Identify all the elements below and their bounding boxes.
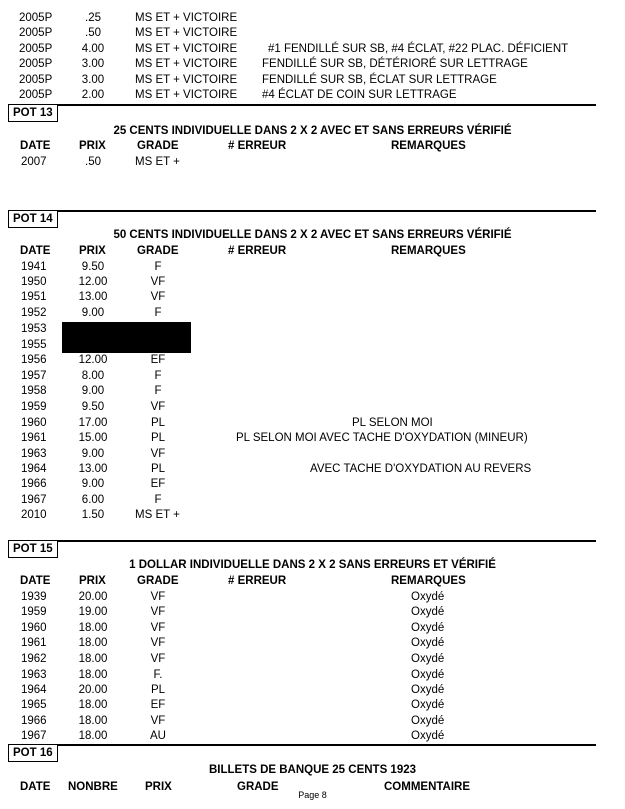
cell-date: 2005P <box>19 12 53 24</box>
header-date: DATE <box>20 781 51 793</box>
cell-date: 2010 <box>21 509 47 521</box>
cell-date: 1961 <box>21 637 47 649</box>
cell-grade: VF <box>150 622 166 634</box>
cell-prix: 4.00 <box>81 43 105 55</box>
cell-grade: VF <box>150 291 166 303</box>
header-grade: GRADE <box>137 140 179 152</box>
cell-date: 1953 <box>21 323 47 335</box>
cell-date: 1963 <box>21 669 47 681</box>
table-row <box>0 462 625 477</box>
cell-grade: F <box>154 494 162 506</box>
header-grade: GRADE <box>237 781 279 793</box>
table-row <box>0 447 625 462</box>
cell-remarque: Oxydé <box>411 606 445 618</box>
header-erreur: # ERREUR <box>228 245 287 257</box>
header-erreur: # ERREUR <box>228 575 287 587</box>
cell-remarque: Oxydé <box>411 684 445 696</box>
table-row <box>0 652 625 667</box>
table-row <box>0 683 625 698</box>
cell-prix: 18.00 <box>78 669 108 681</box>
table-row <box>0 369 625 384</box>
section-title: 25 CENTS INDIVIDUELLE DANS 2 X 2 AVEC ET SANS ERREURS VÉRIFIÉ <box>113 125 512 137</box>
section-divider <box>8 104 596 106</box>
cell-prix: 9.50 <box>81 401 105 413</box>
cell-prix: 18.00 <box>78 699 108 711</box>
pot-label: POT 14 <box>8 210 58 228</box>
header-remarques: REMARQUES <box>391 575 466 587</box>
table-row <box>0 57 625 72</box>
table-row <box>0 590 625 605</box>
cell-prix: .50 <box>85 27 101 39</box>
cell-remarque: Oxydé <box>411 730 445 742</box>
cell-prix: 3.00 <box>81 74 105 86</box>
header-commentaire: COMMENTAIRE <box>384 781 471 793</box>
cell-grade: EF <box>150 478 166 490</box>
cell-prix: 17.00 <box>78 417 108 429</box>
cell-grade: VF <box>150 715 166 727</box>
cell-prix: 15.00 <box>78 432 108 444</box>
cell-grade: MS ET + VICTOIRE <box>135 12 238 24</box>
pot-label: POT 16 <box>8 744 58 762</box>
cell-grade: VF <box>150 606 166 618</box>
cell-grade: MS ET + VICTOIRE <box>135 74 238 86</box>
cell-grade: F. <box>153 669 163 681</box>
cell-grade: PL <box>150 463 166 475</box>
cell-date: 2005P <box>19 74 53 86</box>
cell-grade: F <box>154 385 162 397</box>
table-row <box>0 493 625 508</box>
cell-date: 1964 <box>21 684 47 696</box>
cell-prix: 18.00 <box>78 715 108 727</box>
pot-label: POT 13 <box>8 104 58 122</box>
cell-prix: 9.00 <box>81 385 105 397</box>
section-divider <box>8 210 596 212</box>
cell-remarque: PL SELON MOI <box>352 417 433 429</box>
cell-remarque: Oxydé <box>411 715 445 727</box>
cell-prix: 9.00 <box>81 478 105 490</box>
cell-grade: EF <box>150 699 166 711</box>
cell-date: 1939 <box>21 591 47 603</box>
cell-date: 1951 <box>21 291 47 303</box>
header-prix: PRIX <box>145 781 172 793</box>
table-row <box>0 26 625 41</box>
cell-date: 1959 <box>21 606 47 618</box>
table-row <box>0 11 625 26</box>
cell-prix: 20.00 <box>78 591 108 603</box>
table-row <box>0 714 625 729</box>
cell-date: 1950 <box>21 276 47 288</box>
cell-prix: .25 <box>85 12 101 24</box>
cell-date: 2005P <box>19 27 53 39</box>
cell-date: 1952 <box>21 307 47 319</box>
table-row <box>0 306 625 321</box>
cell-grade: MS ET + VICTOIRE <box>135 58 238 70</box>
header-remarques: REMARQUES <box>391 140 466 152</box>
cell-grade: PL <box>150 432 166 444</box>
cell-date: 1967 <box>21 730 47 742</box>
table-row <box>0 260 625 275</box>
cell-remarque: FENDILLÉ SUR SB, ÉCLAT SUR LETTRAGE <box>262 74 497 86</box>
cell-grade: MS ET + VICTOIRE <box>135 27 238 39</box>
cell-prix: 12.00 <box>78 276 108 288</box>
cell-date: 2007 <box>21 156 47 168</box>
cell-remarque: #1 FENDILLÉ SUR SB, #4 ÉCLAT, #22 PLAC. DÉFICIENT <box>268 43 569 55</box>
cell-date: 1965 <box>21 699 47 711</box>
cell-prix: 13.00 <box>78 291 108 303</box>
page-number: Page 8 <box>298 790 327 800</box>
cell-prix: 1.50 <box>81 509 105 521</box>
cell-date: 1964 <box>21 463 47 475</box>
cell-prix: 20.00 <box>78 684 108 696</box>
cell-prix: 6.00 <box>81 494 105 506</box>
header-erreur: # ERREUR <box>228 140 287 152</box>
cell-grade: MS ET + <box>135 509 180 521</box>
cell-grade: EF <box>150 354 166 366</box>
table-row <box>0 636 625 651</box>
redacted-block <box>62 322 191 353</box>
cell-grade: PL <box>150 417 166 429</box>
cell-prix: 2.00 <box>81 89 105 101</box>
header-grade: GRADE <box>137 575 179 587</box>
cell-date: 1960 <box>21 417 47 429</box>
cell-grade: VF <box>150 591 166 603</box>
cell-remarque: Oxydé <box>411 699 445 711</box>
cell-remarque: PL SELON MOI AVEC TACHE D'OXYDATION (MINEUR) <box>236 432 528 444</box>
header-prix: PRIX <box>79 140 106 152</box>
cell-grade: MS ET + VICTOIRE <box>135 89 238 101</box>
cell-grade: VF <box>150 637 166 649</box>
cell-remarque: Oxydé <box>411 637 445 649</box>
cell-date: 2005P <box>19 58 53 70</box>
cell-grade: F <box>154 307 162 319</box>
cell-date: 1958 <box>21 385 47 397</box>
table-row <box>0 275 625 290</box>
cell-date: 1956 <box>21 354 47 366</box>
section-divider <box>8 744 596 746</box>
cell-prix: 13.00 <box>78 463 108 475</box>
cell-grade: PL <box>150 684 166 696</box>
section-title: BILLETS DE BANQUE 25 CENTS 1923 <box>208 764 417 776</box>
cell-remarque: AVEC TACHE D'OXYDATION AU REVERS <box>310 463 532 475</box>
cell-prix: 9.50 <box>81 261 105 273</box>
header-prix: PRIX <box>79 575 106 587</box>
table-row <box>0 88 625 103</box>
cell-grade: VF <box>150 448 166 460</box>
cell-date: 1961 <box>21 432 47 444</box>
table-row <box>0 73 625 88</box>
cell-grade: AU <box>150 730 166 742</box>
header-grade: GRADE <box>137 245 179 257</box>
header-remarques: REMARQUES <box>391 245 466 257</box>
cell-date: 1957 <box>21 370 47 382</box>
header-date: DATE <box>20 575 51 587</box>
table-row <box>0 668 625 683</box>
cell-date: 2005P <box>19 89 53 101</box>
table-row <box>0 477 625 492</box>
table-row <box>0 698 625 713</box>
cell-prix: 18.00 <box>78 637 108 649</box>
table-row <box>0 431 625 446</box>
cell-remarque: Oxydé <box>411 591 445 603</box>
cell-prix: 18.00 <box>78 622 108 634</box>
header-prix: PRIX <box>79 245 106 257</box>
cell-prix: .50 <box>85 156 101 168</box>
cell-remarque: Oxydé <box>411 669 445 681</box>
cell-date: 1959 <box>21 401 47 413</box>
cell-prix: 9.00 <box>81 448 105 460</box>
cell-prix: 9.00 <box>81 307 105 319</box>
cell-date: 1962 <box>21 653 47 665</box>
cell-prix: 19.00 <box>78 606 108 618</box>
cell-date: 1963 <box>21 448 47 460</box>
table-row <box>0 416 625 431</box>
section-title: 1 DOLLAR INDIVIDUELLE DANS 2 X 2 SANS ERREURS ET VÉRIFIÉ <box>129 559 496 571</box>
cell-date: 1955 <box>21 339 47 351</box>
header-nombre: NONBRE <box>68 781 118 793</box>
header-date: DATE <box>20 245 51 257</box>
table-row <box>0 42 625 57</box>
cell-date: 1941 <box>21 261 47 273</box>
table-row <box>0 353 625 368</box>
cell-grade: MS ET + VICTOIRE <box>135 43 238 55</box>
cell-remarque: #4 ÉCLAT DE COIN SUR LETTRAGE <box>262 89 457 101</box>
cell-remarque: Oxydé <box>411 622 445 634</box>
cell-remarque: Oxydé <box>411 653 445 665</box>
header-date: DATE <box>20 140 51 152</box>
cell-grade: VF <box>150 401 166 413</box>
cell-prix: 8.00 <box>81 370 105 382</box>
table-row <box>0 384 625 399</box>
cell-grade: VF <box>150 276 166 288</box>
cell-prix: 3.00 <box>81 58 105 70</box>
cell-date: 1967 <box>21 494 47 506</box>
cell-grade: MS ET + <box>135 156 180 168</box>
section-divider <box>8 540 596 542</box>
table-row <box>0 605 625 620</box>
cell-date: 1966 <box>21 715 47 727</box>
cell-prix: 12.00 <box>78 354 108 366</box>
section-title: 50 CENTS INDIVIDUELLE DANS 2 X 2 AVEC ET SANS ERREURS VÉRIFIÉ <box>113 229 512 241</box>
cell-date: 1966 <box>21 478 47 490</box>
cell-remarque: FENDILLÉ SUR SB, DÉTÉRIORÉ SUR LETTRAGE <box>262 58 528 70</box>
cell-date: 2005P <box>19 43 53 55</box>
pot-label: POT 15 <box>8 540 58 558</box>
table-row <box>0 290 625 305</box>
table-row <box>0 621 625 636</box>
table-row <box>0 508 625 523</box>
cell-date: 1960 <box>21 622 47 634</box>
table-row <box>0 155 625 170</box>
cell-grade: F <box>154 261 162 273</box>
cell-prix: 18.00 <box>78 730 108 742</box>
table-row <box>0 729 625 744</box>
cell-prix: 18.00 <box>78 653 108 665</box>
cell-grade: VF <box>150 653 166 665</box>
table-row <box>0 400 625 415</box>
cell-grade: F <box>154 370 162 382</box>
